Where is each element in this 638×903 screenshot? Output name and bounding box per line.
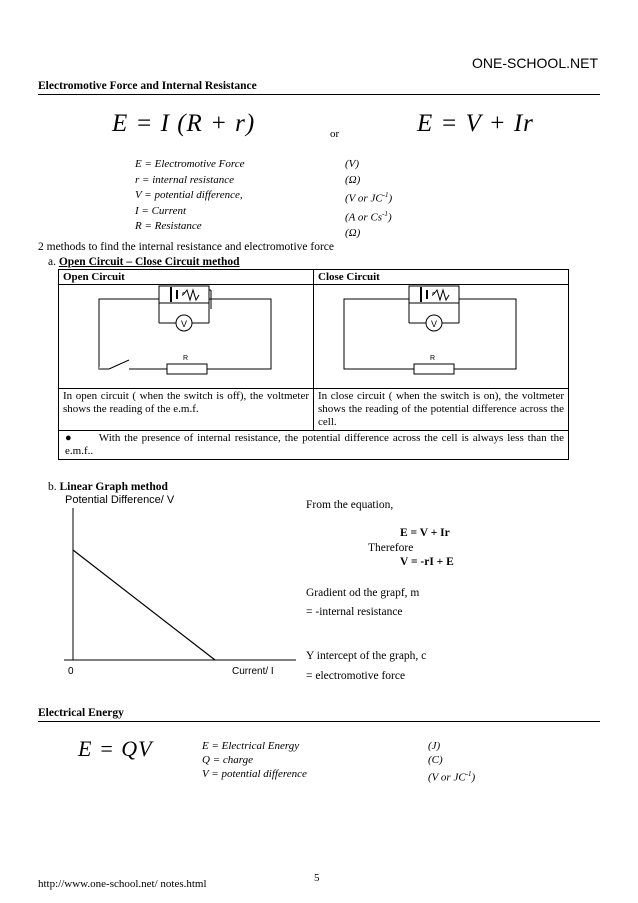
col-header-close: Close Circuit [314,270,569,285]
emf-units [345,157,392,242]
method-a-heading: a. Open Circuit – Close Circuit method [48,256,240,268]
gradient-label: Gradient od the grapf, m [306,587,420,599]
graph-line [73,550,215,660]
col-header-open: Open Circuit [59,270,314,285]
r-label: r [182,291,185,298]
def-unit: (V) [345,158,360,170]
section-rule [38,721,600,722]
open-circuit-diagram [59,285,313,385]
def-symbol: I = Current [135,204,187,217]
open-circuit-cell [59,285,314,389]
energy-definitions [202,739,307,781]
def-unit: (C) [428,754,443,766]
def-unit: (Ω) [345,173,361,186]
section-title-emf: Electromotive Force and Internal Resistance [38,80,257,92]
intercept-value: = electromotive force [306,670,406,682]
from-equation: From the equation, [306,499,394,511]
bullet-icon: ● [65,432,73,444]
close-circuit-text: In close circuit ( when the switch is on), the voltmeter shows the reading of the potential difference across the cell. [314,389,569,431]
page-number: 5 [314,872,320,884]
intercept-label: Y intercept of the graph, c [306,650,427,662]
def-symbol: E = Electrical Energy [202,740,300,752]
def-unit: (J) [428,740,441,752]
graph-y-label: Potential Difference/ V [65,494,175,506]
def-unit: (A or $Cs^{-1}$) [345,210,392,224]
energy-equation: E = QV [78,736,153,761]
gradient-value: = -internal resistance [306,606,403,618]
or-label: or [330,128,340,140]
energy-units [428,739,475,785]
graph-origin-label: 0 [68,666,74,677]
therefore-label: Therefore [368,542,414,554]
graph-x-label: Current/ I [232,666,274,677]
close-circuit-cell [314,285,569,389]
open-circuit-text: In open circuit ( when the switch is off), the voltmeter shows the reading of the e.m.f. [59,389,314,431]
equation-a: E = V + Ir [400,527,450,539]
bullet-note: ● With the presence of internal resistance, the potential difference across the cell is always less than the e.m.f.. [59,431,569,460]
linear-graph [60,492,300,687]
method-b-heading: b. Linear Graph method [48,481,168,493]
equation-b: V = -rI + E [400,556,454,568]
def-symbol: R = Resistance [135,220,202,232]
def-symbol: V = potential difference [202,768,307,780]
emf-equation-2: E = V + Ir [417,110,534,137]
footer-url[interactable]: http://www.one-school.net/ notes.html [38,878,207,890]
voltmeter-label: V [431,319,438,329]
def-symbol: Q = charge [202,754,254,766]
emf-definitions [135,157,245,235]
close-circuit-diagram [314,285,568,385]
voltmeter-label: V [181,319,188,329]
section-rule [38,94,600,95]
resistor-label: R [430,355,436,362]
r-label: r [432,291,435,298]
def-symbol: V = potential difference, [135,189,243,201]
def-unit: (V or $JC^{-1}$) [345,191,393,205]
def-symbol: E = Electromotive Force [135,158,245,170]
site-name: ONE-SCHOOL.NET [471,55,598,71]
emf-equation-1: E = I (R + r) [112,110,256,137]
resistor-label: R [183,355,189,362]
section-title-energy: Electrical Energy [38,707,124,719]
def-symbol: r = internal resistance [135,173,234,186]
methods-intro: 2 methods to find the internal resistance and electromotive force [38,241,335,253]
def-unit: (V or $JC^{-1}$) [428,770,476,784]
def-unit: (Ω) [345,227,361,240]
comparison-table [58,269,569,460]
